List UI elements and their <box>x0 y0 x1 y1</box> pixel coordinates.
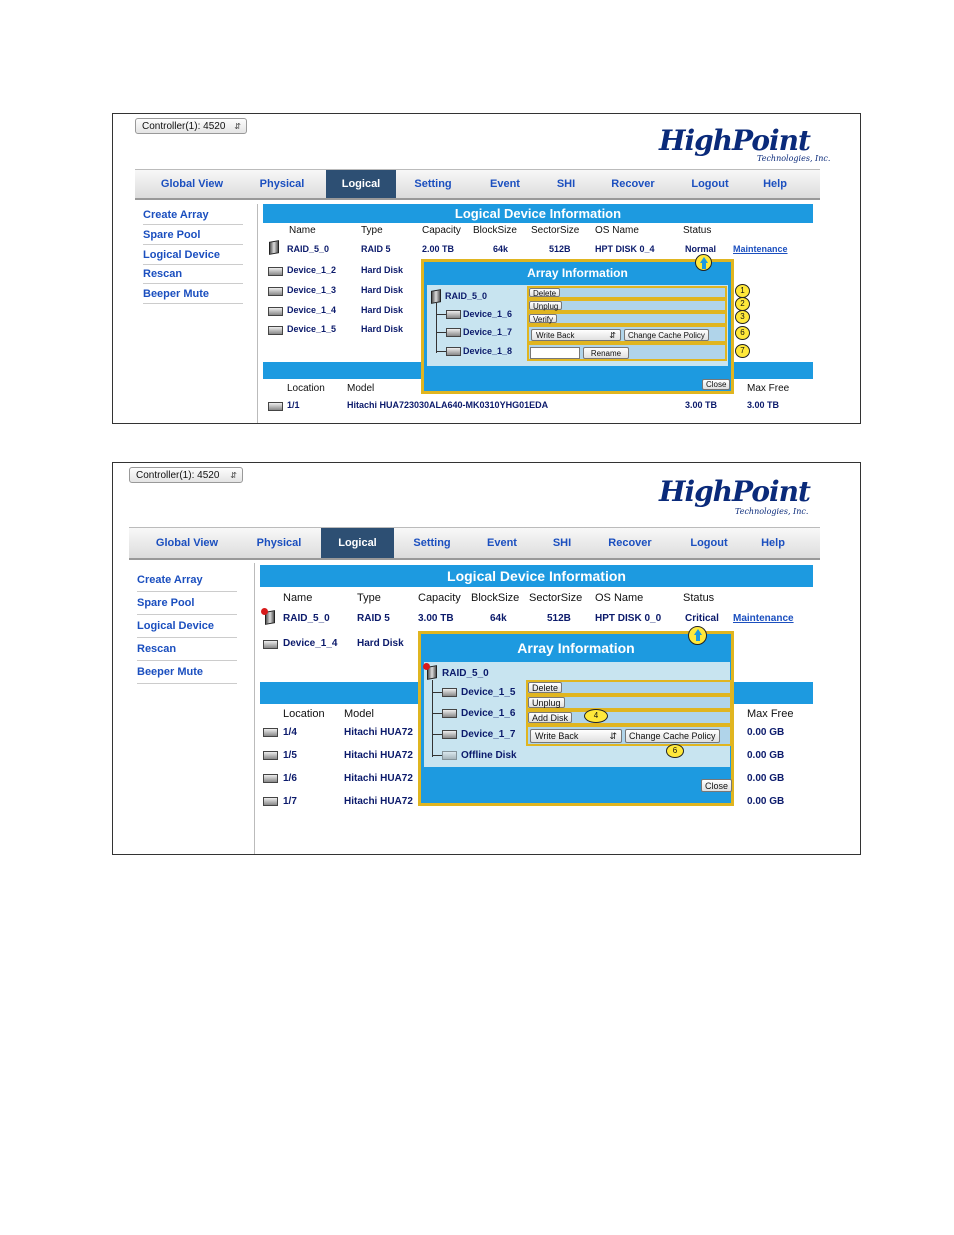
screenshot-normal-array <box>112 113 861 424</box>
array-status: Critical <box>685 613 719 624</box>
tree-device[interactable]: Device_1_5 <box>461 687 516 698</box>
array-information-popup <box>418 631 734 806</box>
popup-title: Array Information <box>517 640 635 656</box>
hard-disk-icon <box>268 402 283 411</box>
col-header-osname: OS Name <box>595 225 639 236</box>
phys-location[interactable]: 1/7 <box>283 796 297 807</box>
tree-line <box>432 755 442 756</box>
add-disk-button[interactable]: Add Disk <box>528 712 572 723</box>
action-row-rename <box>527 343 727 361</box>
action-row-cache <box>526 725 732 746</box>
cache-policy-value: Write Back <box>536 331 575 340</box>
col-header-sectorsize: SectorSize <box>531 225 580 236</box>
sidebar-divider <box>257 204 258 423</box>
unplug-button[interactable]: Unplug <box>529 301 562 310</box>
col-header-location: Location <box>283 708 325 720</box>
col-header-location: Location <box>287 383 325 394</box>
col-header-type: Type <box>357 592 381 604</box>
action-row-cache <box>527 325 727 343</box>
controller-select[interactable] <box>135 118 247 134</box>
highpoint-logo: HighPoint <box>659 124 810 157</box>
sidebar-item-logical-device[interactable]: Logical Device <box>137 616 237 638</box>
hard-disk-icon <box>263 751 278 760</box>
array-name[interactable]: RAID_5_0 <box>287 244 330 254</box>
tab-recover[interactable]: Recover <box>608 537 652 549</box>
phys-maxfree: 0.00 GB <box>747 796 785 807</box>
array-osname: HPT DISK 0_0 <box>595 613 662 624</box>
disk-name[interactable]: Device_1_2 <box>287 265 337 275</box>
hard-disk-icon <box>263 797 278 806</box>
sidebar-item-rescan[interactable]: Rescan <box>143 265 243 284</box>
tree-line <box>432 692 442 693</box>
callout-1: 1 <box>735 284 750 298</box>
phys-model: Hitachi HUA72 <box>344 773 413 784</box>
callout-6: 6 <box>735 326 750 340</box>
tree-line <box>436 332 446 333</box>
tab-logical[interactable]: Logical <box>326 170 396 198</box>
select-arrow-icon: ⇵ <box>609 331 616 340</box>
rename-input[interactable] <box>530 347 580 359</box>
phys-capacity: 3.00 TB <box>685 400 718 410</box>
sidebar-item-rescan[interactable]: Rescan <box>137 639 237 661</box>
tab-physical[interactable]: Physical <box>259 178 305 190</box>
tab-recover[interactable]: Recover <box>611 178 655 190</box>
callout-6: 6 <box>666 744 684 758</box>
action-row-unplug <box>527 299 727 312</box>
col-header-sectorsize: SectorSize <box>529 592 583 604</box>
tab-physical[interactable]: Physical <box>256 537 302 549</box>
highpoint-logo-subtitle: Technologies, Inc. <box>735 507 809 516</box>
tab-event[interactable]: Event <box>487 537 517 549</box>
delete-button[interactable]: Delete <box>528 682 562 693</box>
phys-location[interactable]: 1/1 <box>287 400 300 410</box>
phys-location[interactable]: 1/6 <box>283 773 297 784</box>
critical-warning-icon <box>423 663 430 670</box>
phys-model: Hitachi HUA723030ALA640-MK0310YHG01EDA <box>347 400 549 410</box>
phys-model: Hitachi HUA72 <box>344 750 413 761</box>
col-header-name: Name <box>283 592 313 604</box>
tree-line <box>436 351 446 352</box>
close-button[interactable]: Close <box>702 379 730 390</box>
callout-3: 3 <box>735 310 750 324</box>
highpoint-logo-subtitle: Technologies, Inc. <box>757 154 831 163</box>
main-nav <box>129 527 820 560</box>
tree-offline-disk[interactable]: Offline Disk <box>461 750 517 761</box>
section-title-bar: Logical Device Information <box>260 565 813 587</box>
disk-name[interactable]: Device_1_3 <box>287 285 337 295</box>
phys-location[interactable]: 1/5 <box>283 750 297 761</box>
hard-disk-icon <box>442 709 457 718</box>
change-cache-policy-button[interactable]: Change Cache Policy <box>625 729 720 743</box>
sidebar-item-logical-device[interactable]: Logical Device <box>143 246 243 265</box>
controller-select-label: Controller(1): 4520 <box>136 470 220 481</box>
tree-array-name[interactable]: RAID_5_0 <box>445 291 488 301</box>
tree-device[interactable]: Device_1_7 <box>463 327 513 337</box>
array-blocksize: 64k <box>490 613 507 624</box>
sidebar-item-beeper-mute[interactable]: Beeper Mute <box>143 285 243 304</box>
disk-name[interactable]: Device_1_4 <box>283 638 338 649</box>
tree-line <box>436 303 437 353</box>
sidebar-item-spare-pool[interactable]: Spare Pool <box>137 593 237 615</box>
col-header-osname: OS Name <box>595 592 644 604</box>
col-header-model: Model <box>344 708 374 720</box>
tab-event[interactable]: Event <box>490 178 520 190</box>
sidebar-divider <box>254 563 255 854</box>
tab-logout[interactable]: Logout <box>691 178 729 190</box>
hard-disk-icon <box>263 774 278 783</box>
col-header-name: Name <box>289 225 316 236</box>
controller-select-label: Controller(1): 4520 <box>142 121 226 132</box>
array-type: RAID 5 <box>357 613 390 624</box>
array-capacity: 3.00 TB <box>418 613 454 624</box>
select-arrow-icon: ⇵ <box>234 122 241 131</box>
offline-disk-icon <box>442 751 457 760</box>
hard-disk-icon <box>442 730 457 739</box>
hard-disk-icon <box>268 326 283 335</box>
phys-maxfree: 3.00 TB <box>747 400 780 410</box>
phys-model: Hitachi HUA72 <box>344 727 413 738</box>
array-capacity: 2.00 TB <box>422 244 455 254</box>
col-header-capacity: Capacity <box>418 592 461 604</box>
disk-type: Hard Disk <box>361 285 404 295</box>
tab-help[interactable]: Help <box>763 178 787 190</box>
maintenance-link[interactable]: Maintenance <box>733 613 794 624</box>
main-nav <box>135 169 820 200</box>
hard-disk-icon <box>446 328 461 337</box>
hard-disk-icon <box>268 287 283 296</box>
tree-array-name[interactable]: RAID_5_0 <box>442 668 489 679</box>
col-header-model: Model <box>347 383 375 394</box>
action-row-verify <box>527 312 727 325</box>
array-name[interactable]: RAID_5_0 <box>283 613 330 624</box>
col-header-blocksize: BlockSize <box>471 592 520 604</box>
tab-logical[interactable]: Logical <box>321 528 394 558</box>
col-header-maxfree: Max Free <box>747 708 794 720</box>
select-arrow-icon: ⇵ <box>230 471 237 480</box>
col-header-blocksize: BlockSize <box>473 225 517 236</box>
callout-2: 2 <box>735 297 750 311</box>
phys-maxfree: 0.00 GB <box>747 773 785 784</box>
disk-type: Hard Disk <box>361 305 404 315</box>
disk-name[interactable]: Device_1_4 <box>287 305 337 315</box>
tab-setting[interactable]: Setting <box>413 537 451 549</box>
hard-disk-icon <box>268 267 283 276</box>
tab-global-view[interactable]: Global View <box>155 537 219 549</box>
tab-help[interactable]: Help <box>761 537 785 549</box>
maintenance-link[interactable]: Maintenance <box>733 244 788 254</box>
critical-warning-icon <box>261 608 268 615</box>
tree-line <box>436 314 446 315</box>
select-arrow-icon: ⇵ <box>609 731 617 741</box>
phys-model: Hitachi HUA72 <box>344 796 413 807</box>
hard-disk-icon <box>442 688 457 697</box>
action-row-add-disk <box>526 710 732 725</box>
tree-line <box>432 713 442 714</box>
tab-shi[interactable]: SHI <box>552 537 572 549</box>
col-header-capacity: Capacity <box>422 225 461 236</box>
phys-location[interactable]: 1/4 <box>283 727 297 738</box>
tree-line <box>432 734 442 735</box>
hard-disk-icon <box>446 347 461 356</box>
col-header-status: Status <box>683 592 715 604</box>
phys-maxfree: 0.00 GB <box>747 727 785 738</box>
disk-type: Hard Disk <box>361 324 404 334</box>
col-header-status: Status <box>683 225 712 236</box>
callout-4: 4 <box>584 709 608 723</box>
unplug-button[interactable]: Unplug <box>528 697 565 708</box>
array-osname: HPT DISK 0_4 <box>595 244 655 254</box>
disk-type: Hard Disk <box>361 265 404 275</box>
sidebar-item-beeper-mute[interactable]: Beeper Mute <box>137 662 237 684</box>
up-arrow-callout-icon <box>695 254 712 271</box>
sidebar-item-create-array[interactable]: Create Array <box>143 206 243 225</box>
tree-device[interactable]: Device_1_6 <box>461 708 516 719</box>
callout-7: 7 <box>735 344 750 358</box>
cache-policy-select[interactable] <box>531 329 621 341</box>
controller-select[interactable] <box>129 467 243 483</box>
highpoint-logo: HighPoint <box>659 475 810 508</box>
verify-button[interactable]: Verify <box>529 314 557 323</box>
col-header-type: Type <box>361 225 383 236</box>
array-sectorsize: 512B <box>549 244 571 254</box>
array-icon <box>269 240 279 255</box>
hard-disk-icon <box>268 307 283 316</box>
disk-type: Hard Disk <box>357 638 404 649</box>
array-information-popup <box>421 259 734 394</box>
array-blocksize: 64k <box>493 244 509 254</box>
hard-disk-icon <box>263 640 278 649</box>
screenshot-critical-array <box>112 462 861 855</box>
change-cache-policy-button[interactable]: Change Cache Policy <box>624 329 709 341</box>
cache-policy-value: Write Back <box>535 731 579 741</box>
tab-global-view[interactable]: Global View <box>160 178 224 190</box>
popup-title: Array Information <box>527 266 628 280</box>
tab-logout[interactable]: Logout <box>690 537 728 549</box>
array-sectorsize: 512B <box>547 613 571 624</box>
sidebar-item-create-array[interactable]: Create Array <box>137 570 237 592</box>
disk-name[interactable]: Device_1_5 <box>287 324 337 334</box>
action-row-unplug <box>526 695 732 710</box>
array-type: RAID 5 <box>361 244 391 254</box>
cache-policy-select[interactable] <box>530 729 622 743</box>
action-row-delete <box>526 680 732 695</box>
tab-setting[interactable]: Setting <box>414 178 452 190</box>
tree-device[interactable]: Device_1_6 <box>463 309 513 319</box>
up-arrow-callout-icon <box>688 626 707 645</box>
action-row-delete <box>527 286 727 299</box>
array-icon <box>431 289 441 304</box>
phys-maxfree: 0.00 GB <box>747 750 785 761</box>
col-header-maxfree: Max Free <box>747 383 790 394</box>
sidebar-item-spare-pool[interactable]: Spare Pool <box>143 226 243 245</box>
rename-button[interactable]: Rename <box>583 347 629 359</box>
close-button[interactable]: Close <box>701 779 732 792</box>
section-title-bar: Logical Device Information <box>263 204 813 223</box>
tree-device[interactable]: Device_1_8 <box>463 346 513 356</box>
delete-button[interactable]: Delete <box>529 288 560 297</box>
tree-device[interactable]: Device_1_7 <box>461 729 516 740</box>
hard-disk-icon <box>263 728 278 737</box>
tab-shi[interactable]: SHI <box>556 178 576 190</box>
array-status: Normal <box>685 244 717 254</box>
hard-disk-icon <box>446 310 461 319</box>
